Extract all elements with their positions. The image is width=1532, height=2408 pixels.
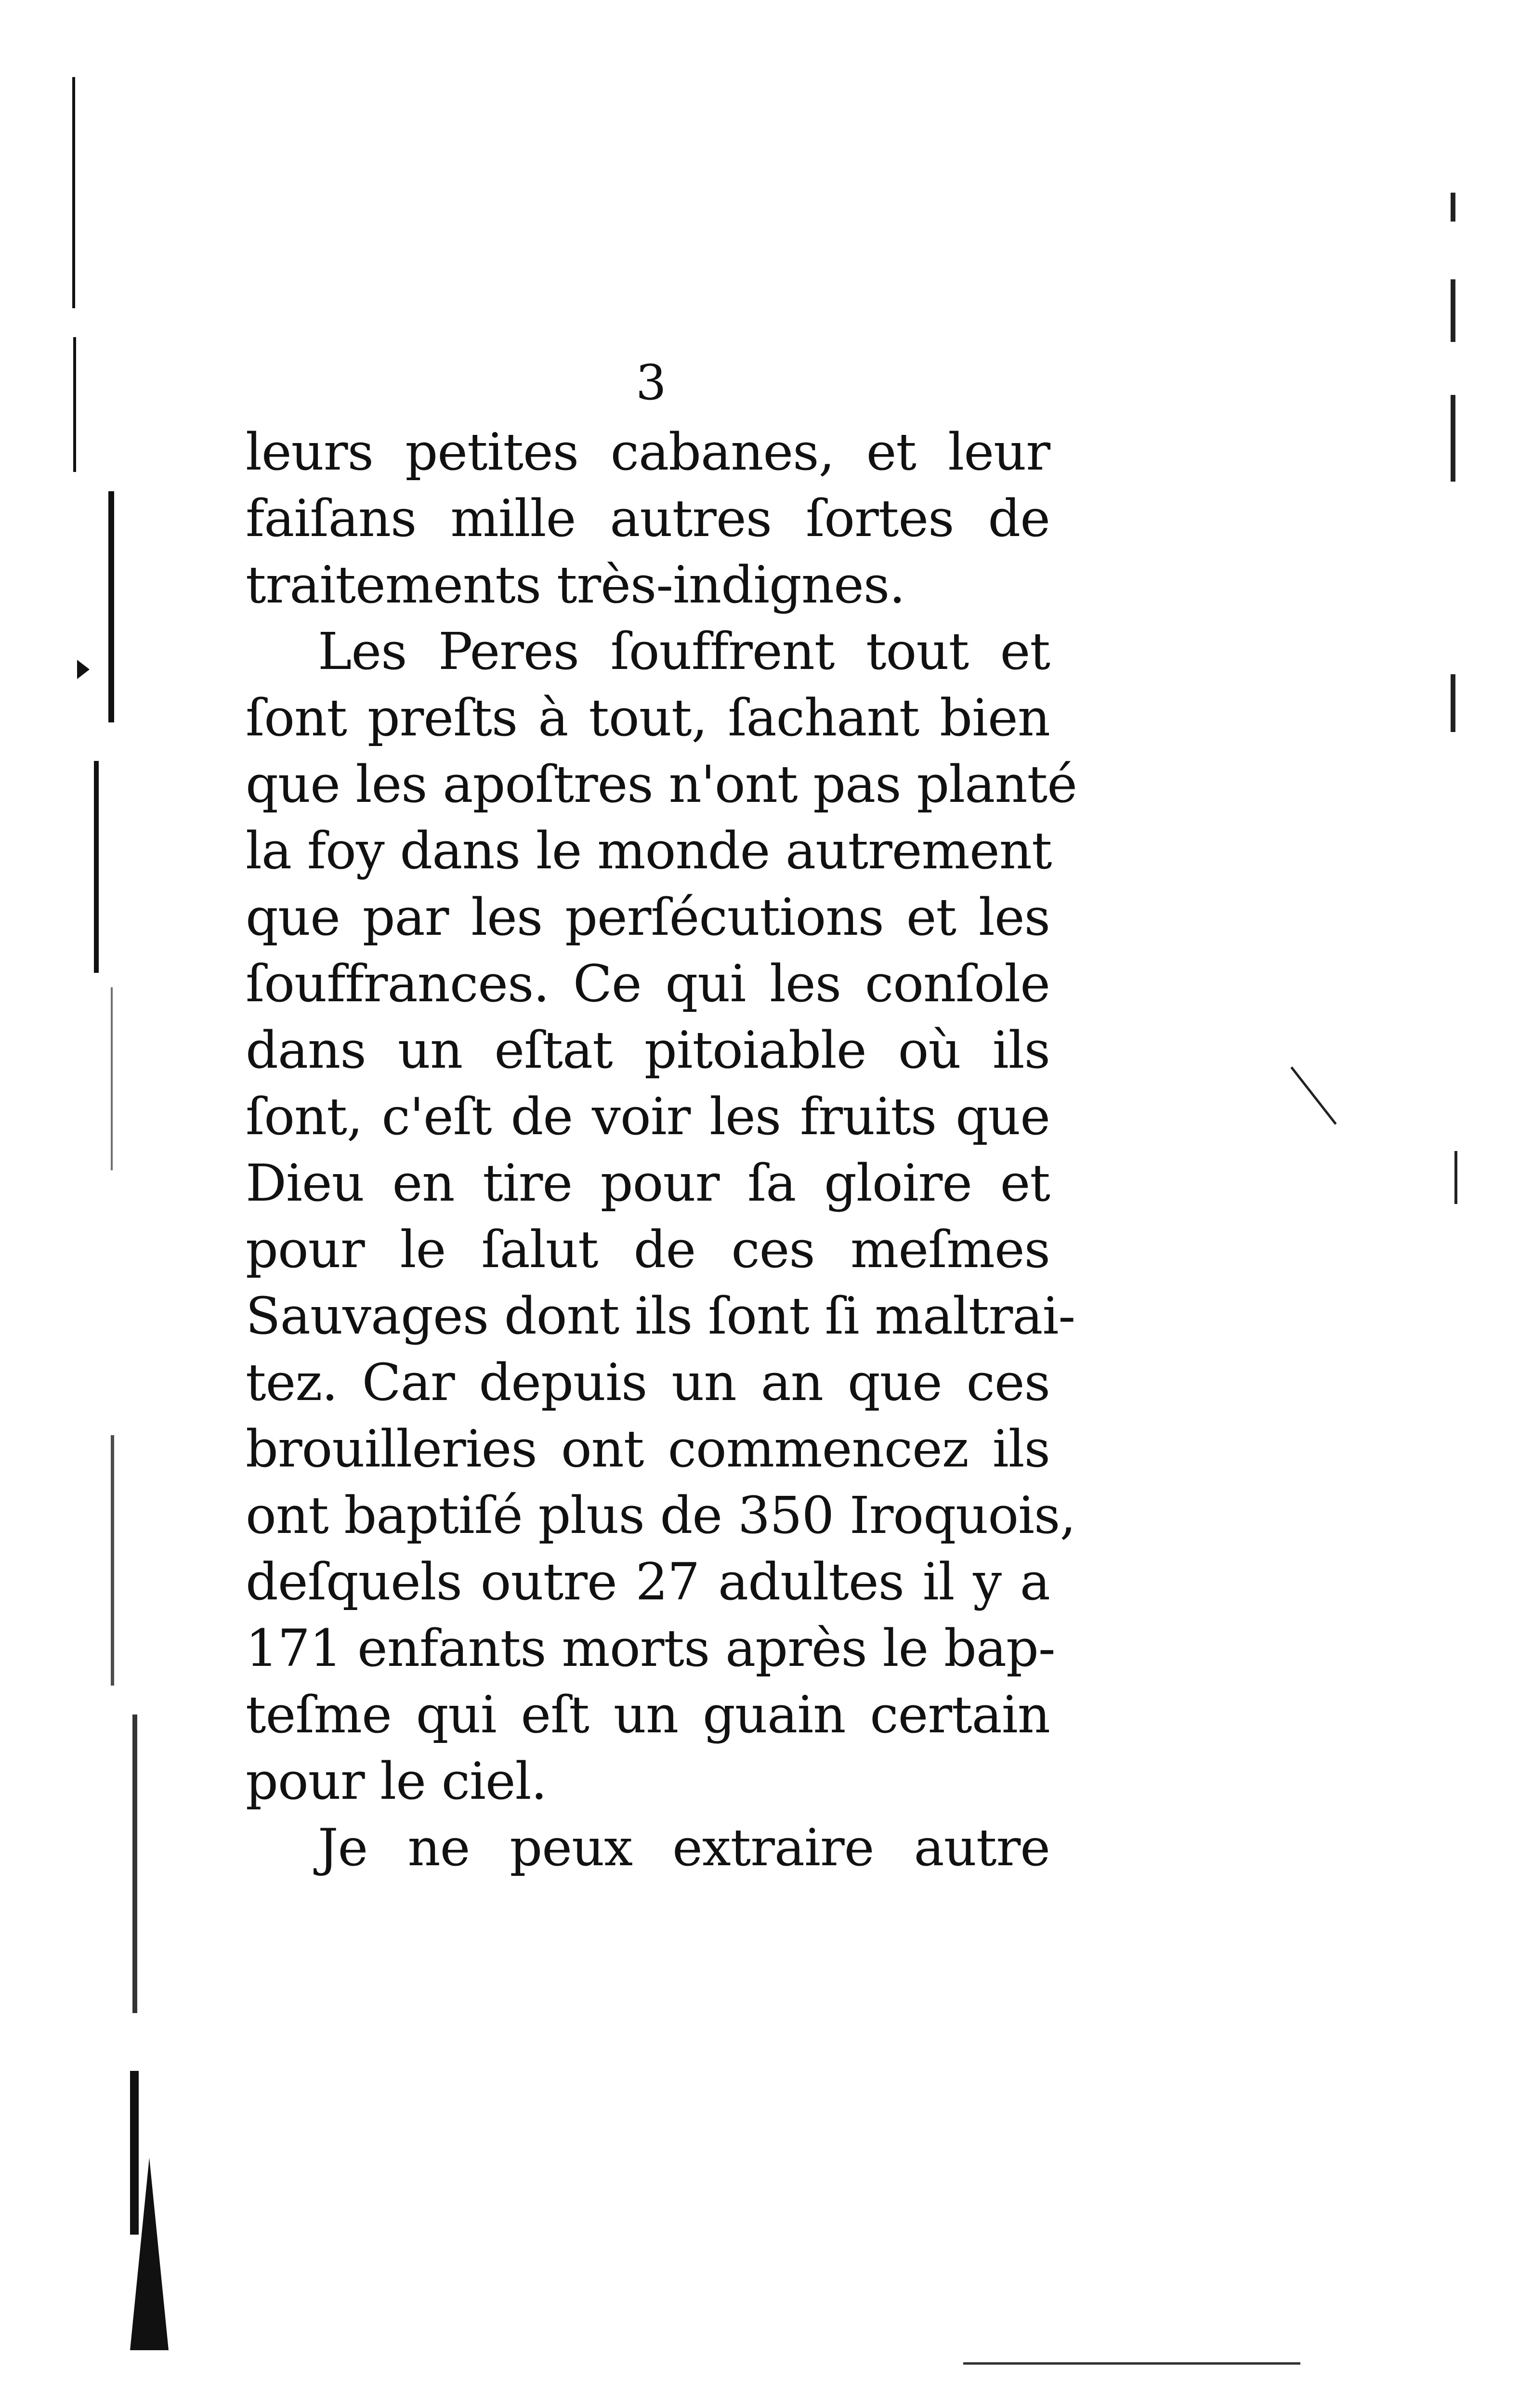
text-line: teſme qui eſt un guain certain bbox=[246, 1685, 1050, 1744]
text-line: pour le ſalut de ces meſmes bbox=[246, 1220, 1050, 1279]
right-edge-mark bbox=[1451, 193, 1455, 222]
text-line: Les Peres ſouffrent tout et bbox=[318, 622, 1050, 681]
text-line: ſouffrances. Ce qui les conſole bbox=[246, 954, 1050, 1013]
text-line: dans un eſtat pitoiable où ils bbox=[246, 1021, 1050, 1080]
binding-edge-mark bbox=[111, 1435, 114, 1686]
text-line: que par les perſécutions et les bbox=[246, 888, 1050, 947]
text-line: ſont preſts à tout, ſachant bien bbox=[246, 688, 1050, 747]
body-text bbox=[246, 419, 1077, 1881]
right-edge-mark bbox=[1451, 395, 1455, 482]
right-edge-mark bbox=[1451, 674, 1455, 732]
page-number: 3 bbox=[636, 354, 667, 411]
binding-edge-mark bbox=[111, 987, 113, 1170]
right-edge-mark bbox=[1454, 1151, 1457, 1204]
binding-edge-mark bbox=[73, 337, 76, 472]
text-line: la foy dans le monde autrement bbox=[246, 821, 1052, 880]
binding-edge-mark bbox=[94, 761, 99, 973]
binding-edge-mark bbox=[72, 77, 75, 308]
text-line: ſont, c'eſt de voir les fruits que bbox=[246, 1087, 1050, 1146]
text-line: brouilleries ont commencez ils bbox=[246, 1419, 1050, 1479]
margin-arrow-mark bbox=[77, 660, 90, 679]
text-line: Je ne peux extraire autre bbox=[318, 1818, 1050, 1877]
text-line: ont baptiſé plus de 350 Iroquois, bbox=[246, 1486, 1076, 1545]
text-line: leurs petites cabanes, et leur bbox=[246, 422, 1050, 482]
stray-stroke bbox=[1290, 1066, 1336, 1125]
binding-shadow bbox=[130, 2158, 169, 2350]
text-line: faiſans mille autres ſortes de bbox=[246, 489, 1050, 548]
text-line: deſquels outre 27 adultes il y a bbox=[246, 1552, 1050, 1611]
bottom-rule bbox=[963, 2362, 1300, 2365]
binding-edge-mark bbox=[132, 1714, 137, 2013]
text-line: 171 enfants morts après le bap- bbox=[246, 1619, 1055, 1678]
text-line: pour le ciel. bbox=[246, 1752, 547, 1811]
text-line: que les apoſtres n'ont pas planté bbox=[246, 755, 1077, 814]
binding-edge-mark bbox=[108, 491, 114, 722]
text-line: tez. Car depuis un an que ces bbox=[246, 1353, 1050, 1412]
right-edge-mark bbox=[1451, 279, 1455, 342]
text-line: Sauvages dont ils ſont ſi maltrai- bbox=[246, 1286, 1075, 1346]
text-line: traitements très-indignes. bbox=[246, 555, 905, 615]
text-line: Dieu en tire pour ſa gloire et bbox=[246, 1153, 1050, 1213]
